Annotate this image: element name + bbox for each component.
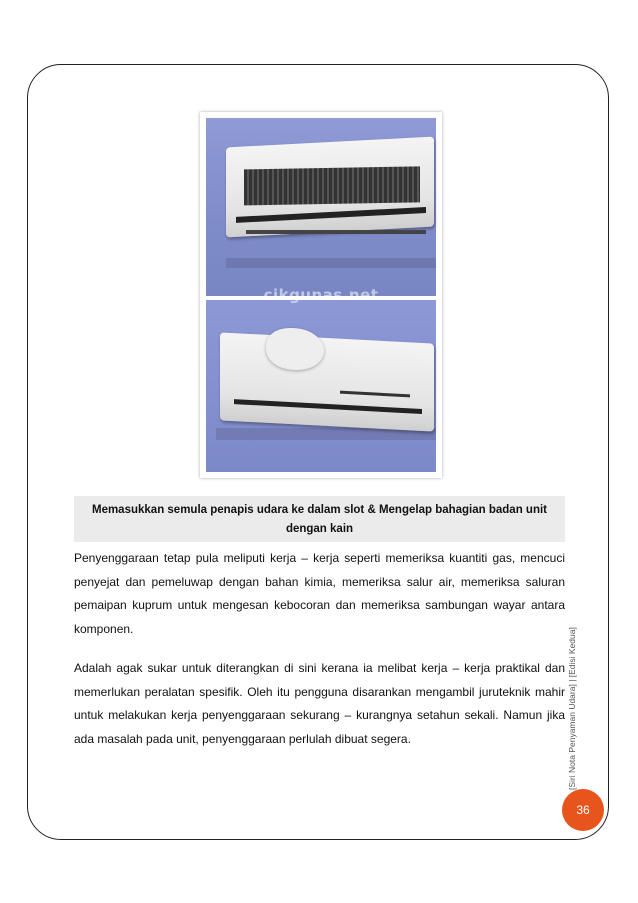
photo-collage — [200, 112, 442, 478]
photo-caption: Memasukkan semula penapis udara ke dalam slot & Mengelap bahagian badan unit dengan kain — [91, 504, 547, 535]
caption-box — [74, 496, 565, 542]
page-number-badge — [562, 789, 604, 831]
paragraph-1: Penyenggaraan tetap pula meliputi kerja – kerja seperti memeriksa kuantiti gas, mencuci penyejat dan pemeluwap dengan bahan kimia, memeriksa salur air, memeriksa saluran pemaipan kuprum untuk mengesan kebocoran dan memeriksa sambungan wayar antara komponen. — [74, 551, 565, 636]
series-label: [Siri Nota Penyaman Udara] | [Edisi Kedua] — [567, 627, 577, 790]
air-conditioner-unit — [226, 137, 434, 238]
photo-air-conditioner-open — [206, 118, 436, 296]
photo-air-conditioner-closed — [206, 286, 436, 472]
air-conditioner-unit-closed — [220, 332, 434, 431]
page-number: 36 — [576, 803, 590, 817]
watermark: cikgunas.net — [263, 286, 379, 304]
paragraph-2: Adalah agak sukar untuk diterangkan di sini kerana ia melibat kerja – kerja praktikal dan memerlukan peralatan spesifik. Oleh itu pengguna disarankan mengambil juruteknik mahir untuk melakukan kerja penyenggaraan sekurang – kurangnya setahun sekali. Namun jika ada masalah pada unit, penyenggaraan perlulah dibuat segera. — [74, 661, 565, 746]
cleaning-cloth — [266, 328, 324, 370]
